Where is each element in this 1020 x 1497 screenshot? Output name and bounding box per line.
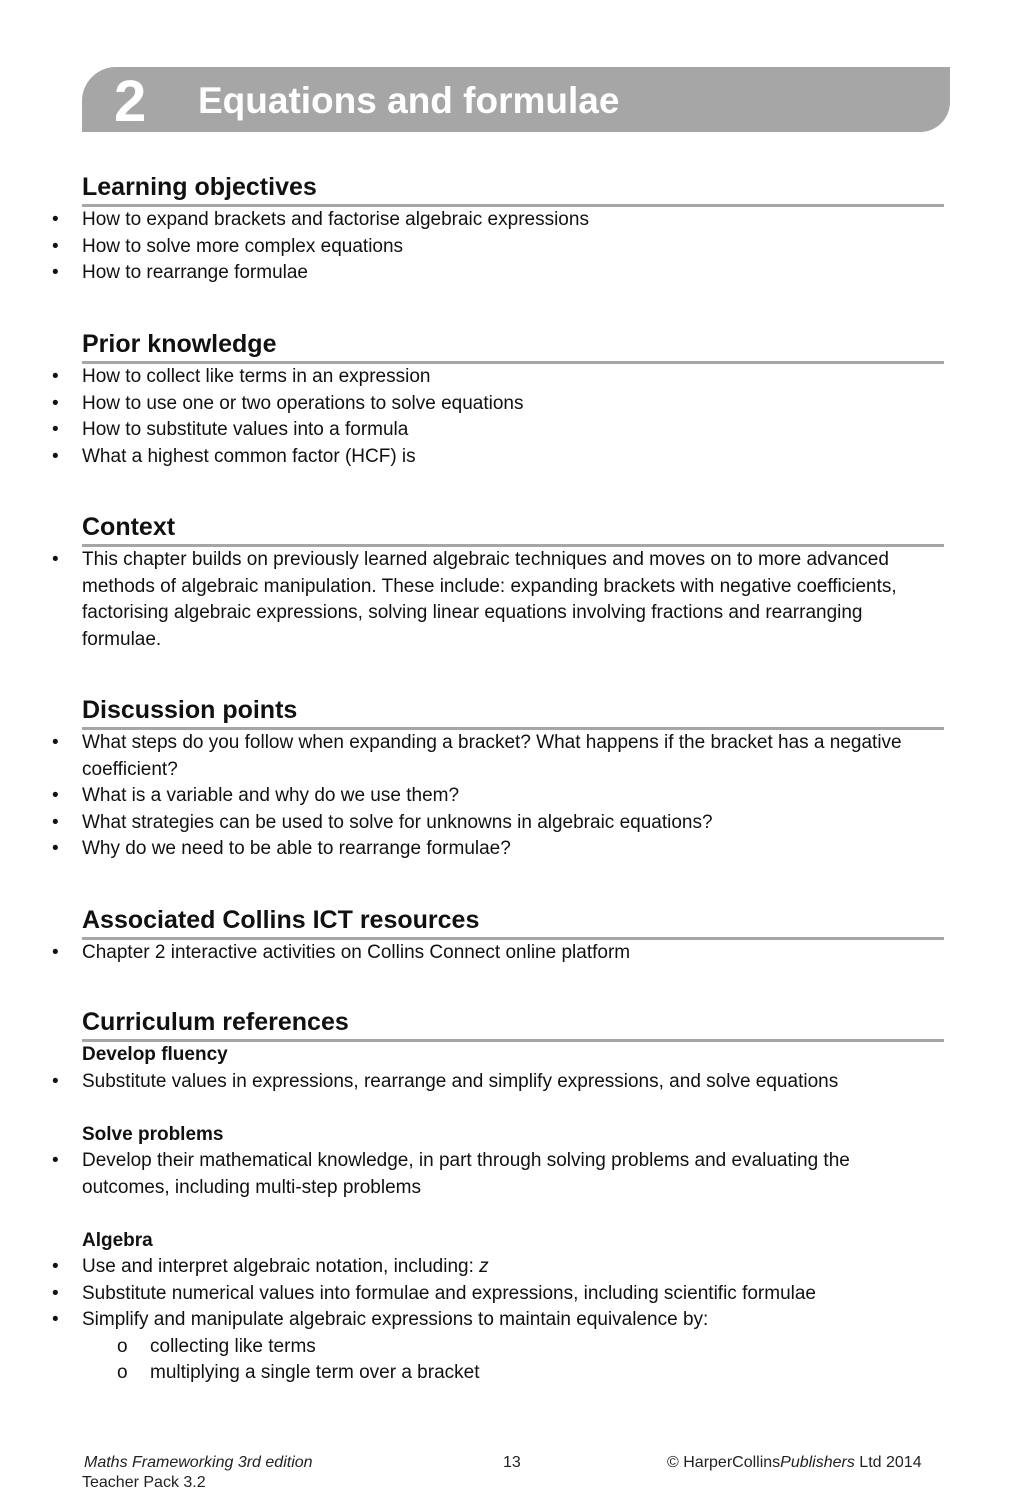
copyright-prefix: © HarperCollins: [667, 1454, 781, 1471]
list-item: [0, 1148, 932, 1201]
copyright-publishers: Publishers: [780, 1454, 855, 1471]
bullet: •: [52, 1150, 59, 1171]
list-item: [0, 1281, 932, 1308]
chapter-number: 2: [114, 69, 147, 134]
item-text: How to use one or two operations to solve equations: [82, 392, 524, 414]
bullet: •: [52, 732, 59, 753]
curriculum-references-section: [0, 1007, 1020, 1387]
discussion-points-section: [0, 695, 1020, 863]
bullet: •: [52, 549, 59, 570]
bullet: •: [52, 942, 59, 963]
bullet: •: [52, 785, 59, 806]
bullet: •: [52, 209, 59, 230]
list-item: [0, 417, 932, 444]
item-text: Use and interpret algebraic notation, including:: [82, 1256, 480, 1277]
variable-z: z: [479, 1256, 489, 1277]
subheading-develop-fluency: Develop fluency: [82, 1044, 228, 1065]
item-text: How to collect like terms in an expression: [82, 366, 431, 387]
bullet: •: [52, 262, 59, 283]
bullet: •: [52, 838, 59, 859]
bullet: •: [52, 1070, 59, 1092]
ict-resources-section: [0, 905, 1020, 967]
bullet: •: [52, 419, 59, 440]
list-item: [0, 260, 932, 287]
item-text: What a highest common factor (HCF) is: [82, 445, 416, 467]
item-text: Chapter 2 interactive activities on Collins Connect online platform: [82, 942, 631, 963]
item-text: What strategies can be used to solve for unknowns in algebraic equations?: [82, 811, 713, 833]
list-item: [0, 547, 932, 653]
item-text: This chapter builds on previously learned algebraic techniques and moves on to more advanced methods of algebraic manipulation. These include: expanding brackets with negative coefficients, factorising algebraic expressions, solving linear equations involving fractions and rearranging formulae.: [82, 549, 897, 650]
section-heading: Associated Collins ICT resources: [82, 905, 944, 940]
bullet: •: [52, 811, 59, 833]
list-item: [0, 364, 932, 391]
sub-list-item: [0, 1360, 1000, 1387]
bullet: •: [52, 1256, 59, 1277]
item-text: Simplify and manipulate algebraic expressions to maintain equivalence by:: [82, 1309, 709, 1330]
item-text: multiplying a single term over a bracket: [150, 1362, 480, 1383]
list-item: [0, 783, 932, 810]
copyright-suffix: Ltd 2014: [854, 1454, 922, 1471]
prior-knowledge-section: [0, 329, 1020, 470]
footer-copyright: [667, 1453, 922, 1473]
chapter-title: Equations and formulae: [198, 80, 620, 121]
list-item: [0, 234, 932, 261]
list-item: [0, 1069, 932, 1096]
sub-bullet: o: [117, 1362, 128, 1383]
learning-objectives-section: [0, 172, 1020, 287]
item-text: Why do we need to be able to rearrange formulae?: [82, 838, 511, 859]
subheading-solve-problems: Solve problems: [82, 1123, 224, 1145]
sub-bullet: o: [117, 1335, 128, 1357]
item-text: collecting like terms: [150, 1335, 316, 1357]
item-text: How to rearrange formulae: [82, 262, 308, 283]
item-text: What is a variable and why do we use them?: [82, 785, 460, 806]
footer-book-title: Maths Frameworking 3rd edition: [84, 1454, 313, 1471]
section-heading: Prior knowledge: [82, 329, 944, 364]
section-heading: Curriculum references: [82, 1007, 944, 1042]
item-text: Substitute numerical values into formulae and expressions, including scientific formulae: [82, 1282, 816, 1304]
item-text: How to substitute values into a formula: [82, 419, 409, 440]
list-item: [0, 730, 932, 783]
bullet: •: [52, 445, 59, 467]
bullet: •: [52, 235, 59, 257]
item-text: Substitute values in expressions, rearrange and simplify expressions, and solve equations: [82, 1070, 839, 1092]
footer-pack: Teacher Pack 3.2: [82, 1474, 206, 1491]
bullet: •: [52, 366, 59, 387]
list-item: [0, 207, 932, 234]
bullet: •: [52, 1282, 59, 1304]
item-text: How to expand brackets and factorise algebraic expressions: [82, 209, 589, 230]
list-item: [0, 444, 932, 471]
item-text: Develop their mathematical knowledge, in part through solving problems and evaluating the outcomes, including multi-step problems: [82, 1150, 850, 1198]
context-section: [0, 512, 1020, 653]
bullet: •: [52, 392, 59, 414]
page-number: 13: [503, 1454, 521, 1471]
list-item: [0, 940, 932, 967]
item-text: How to solve more complex equations: [82, 235, 404, 257]
section-heading: Learning objectives: [82, 172, 944, 207]
list-item: [0, 810, 932, 837]
sub-list-item: [0, 1334, 1000, 1361]
subheading-algebra: Algebra: [82, 1229, 153, 1251]
list-item: [0, 1307, 932, 1334]
item-text: What steps do you follow when expanding a bracket? What happens if the bracket has a negative coefficient?: [82, 732, 902, 780]
list-item: [0, 1254, 932, 1281]
bullet: •: [52, 1309, 59, 1330]
section-heading: Discussion points: [82, 695, 944, 730]
list-item: [0, 391, 932, 418]
list-item: [0, 836, 932, 863]
section-heading: Context: [82, 512, 944, 547]
